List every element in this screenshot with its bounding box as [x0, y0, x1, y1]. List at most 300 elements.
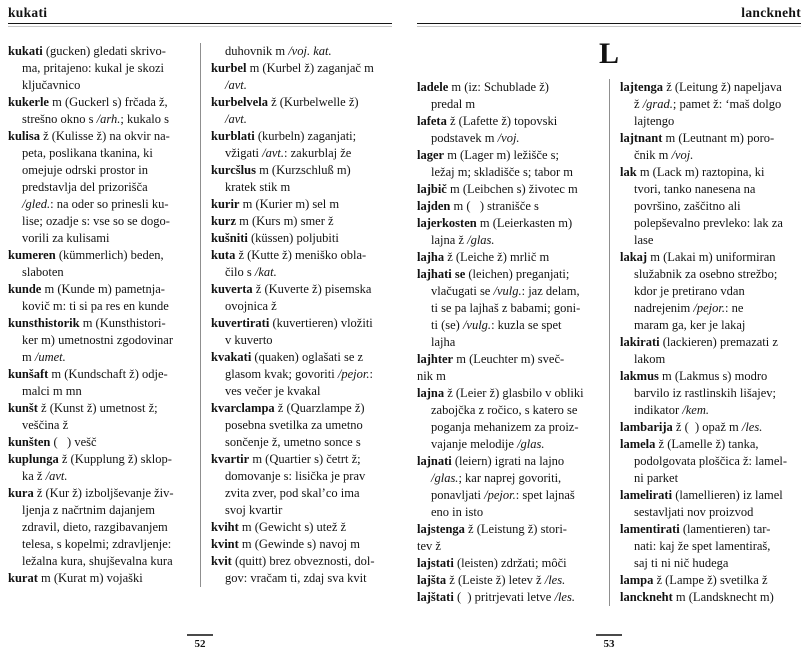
text-run: nik m — [417, 369, 446, 383]
entry-line — [8, 400, 189, 417]
entry-line — [8, 451, 189, 468]
text-run: ž (Quarzlampe ž) — [274, 401, 365, 415]
dictionary-entry — [417, 453, 598, 521]
text-run: vajanje melodije — [431, 437, 518, 451]
text-run: m (Quartier s) četrt ž; — [249, 452, 361, 466]
field-label: /glas. — [467, 233, 495, 247]
page-footer-right — [417, 634, 801, 651]
headword: lak — [620, 165, 637, 179]
text-run: ni parket — [634, 471, 679, 485]
dictionary-entry — [211, 400, 392, 451]
dictionary-entry — [620, 249, 801, 334]
entry-line — [620, 96, 801, 113]
entry-line — [620, 470, 801, 487]
entry-line — [417, 334, 598, 351]
page-53 — [417, 0, 801, 660]
headword: lajerkosten — [417, 216, 477, 230]
text-run: ka ž — [22, 469, 46, 483]
headword: kurbelvela — [211, 95, 268, 109]
text-run: zabojčka z ročico, s katero se — [431, 403, 578, 417]
entry-line — [620, 504, 801, 521]
text-run: m (Kurs m) smer ž — [236, 214, 334, 228]
entry-line — [620, 300, 801, 317]
entry-line — [8, 553, 189, 570]
entry-line — [211, 111, 392, 128]
dictionary-entry — [211, 315, 392, 349]
entry-line — [620, 232, 801, 249]
entry-line — [417, 317, 598, 334]
entry-line — [417, 79, 598, 96]
headword: kurat — [8, 571, 38, 585]
text-run: ti se pa lajhaš z babami; goni- — [431, 301, 581, 315]
text-run: m (Gewicht s) utež ž — [238, 520, 347, 534]
text-run: posebna svetilka za umetno — [225, 418, 363, 432]
text-run: m (Leuchter m) sveč- — [453, 352, 565, 366]
text-run: m (Lakmus s) modro — [658, 369, 768, 383]
text-run: (lamentieren) tar- — [679, 522, 771, 536]
dictionary-entry — [211, 60, 392, 94]
dictionary-entry — [620, 589, 801, 606]
text-run: ž (Kupplung ž) sklop- — [58, 452, 172, 466]
text-run: lakom — [634, 352, 666, 366]
text-run: m (Kurier m) sel m — [239, 197, 340, 211]
text-run: m (Leierkasten m) — [476, 216, 573, 230]
field-label: /avt. — [45, 469, 68, 483]
entry-line — [620, 589, 801, 606]
text-run: poganja mehanizem za proiz- — [431, 420, 579, 434]
headword: lajbič — [417, 182, 447, 196]
field-label: /glas. — [431, 471, 459, 485]
page-footer-left — [8, 634, 392, 651]
entry-line — [620, 266, 801, 283]
dictionary-entry — [8, 451, 189, 485]
text-run: (leiern) igrati na lajno — [451, 454, 565, 468]
running-head-left: kukati — [8, 5, 48, 20]
text-run: m (Kunde m) pametnja- — [41, 282, 165, 296]
text-run: tvori, tanko nanesena na — [634, 182, 756, 196]
headword: kumeren — [8, 248, 56, 262]
entry-line — [8, 111, 189, 128]
text-run: čnik m — [634, 148, 672, 162]
text-run: ž (Kunst ž) umetnost ž; — [37, 401, 158, 415]
field-label: /kem. — [682, 403, 709, 417]
headword: kunsthistorik — [8, 316, 80, 330]
entry-line — [211, 196, 392, 213]
entry-line — [620, 334, 801, 351]
field-label: /arh. — [96, 112, 121, 126]
text-run: ž (Lafette ž) topovski — [446, 114, 558, 128]
dictionary-entry — [8, 400, 189, 434]
entry-line — [417, 181, 598, 198]
text-run: m ( ) stranišče s — [450, 199, 539, 213]
headword: lajstati — [417, 556, 454, 570]
headword: kuvertirati — [211, 316, 270, 330]
headword: kvint — [211, 537, 239, 551]
text-run: m (Kundschaft ž) odje- — [48, 367, 168, 381]
dictionary-entry — [417, 215, 598, 249]
text-run: peta, poslikana tkanina, ki — [22, 146, 153, 160]
text-run: ; pamet ž: ‘maš dolgo — [672, 97, 782, 111]
text-run: lise; ozadje s: vse so se dogo- — [22, 214, 170, 228]
headword: kurblati — [211, 129, 255, 143]
text-run: podstavek m — [431, 131, 498, 145]
entry-line — [620, 130, 801, 147]
text-run: sončenje ž, umetno sonce s — [225, 435, 361, 449]
headword: kuta — [211, 248, 236, 262]
entry-line — [417, 113, 598, 130]
entry-line — [417, 130, 598, 147]
text-run: vžigati — [225, 146, 263, 160]
dictionary-entry — [620, 334, 801, 368]
column-1 — [8, 43, 189, 587]
field-label: /gled. — [22, 197, 51, 211]
text-run: m (Lager m) ležišče s; — [444, 148, 559, 162]
page-52 — [8, 0, 392, 660]
entry-line — [417, 453, 598, 470]
text-run: m (Guckerl s) frčada ž, — [48, 95, 168, 109]
entry-line — [620, 402, 801, 419]
entry-line — [620, 249, 801, 266]
headword: kvakati — [211, 350, 252, 364]
headword: kvartir — [211, 452, 250, 466]
text-run: ležaj m; skladišče s; tabor m — [431, 165, 573, 179]
text-run: ( ) vešč — [50, 435, 97, 449]
text-run: m (Kurzschluß m) — [255, 163, 351, 177]
text-run: služabnik za osebno strežbo; — [634, 267, 778, 281]
entry-line — [211, 43, 392, 60]
entry-line — [417, 504, 598, 521]
text-run: ž — [634, 97, 643, 111]
text-run: ž (Leiste ž) letev ž — [446, 573, 545, 587]
column-4 — [609, 79, 801, 606]
headword: lanckneht — [620, 590, 673, 604]
entry-line — [211, 281, 392, 298]
headword: lajhter — [417, 352, 454, 366]
headword: lamelirati — [620, 488, 673, 502]
entry-line — [211, 315, 392, 332]
entry-line — [8, 485, 189, 502]
entry-line — [417, 215, 598, 232]
entry-line — [211, 570, 392, 587]
dictionary-entry — [620, 368, 801, 419]
entry-line — [211, 536, 392, 553]
entry-line — [417, 232, 598, 249]
entry-line — [417, 198, 598, 215]
text-run: ž (Lamelle ž) tanka, — [655, 437, 759, 451]
entry-line — [417, 385, 598, 402]
entry-line — [211, 451, 392, 468]
footer-rule-right — [596, 634, 622, 636]
text-run: (kümmerlich) beden, — [55, 248, 164, 262]
entry-line — [620, 351, 801, 368]
dictionary-entry — [620, 521, 801, 572]
dictionary-entry — [211, 553, 392, 587]
dictionary-entry — [211, 247, 392, 281]
text-run: : jaz delam, — [521, 284, 580, 298]
dictionary-entry — [417, 572, 598, 589]
entry-line — [620, 419, 801, 436]
field-label: /les. — [554, 590, 575, 604]
text-run: omejuje odrski prostor in — [22, 163, 149, 177]
text-run: veščina ž — [22, 418, 69, 432]
entry-line — [620, 555, 801, 572]
text-run: glasom kvak; govoriti — [225, 367, 338, 381]
headword: lajstenga — [417, 522, 465, 536]
entry-line — [8, 570, 189, 587]
entry-line — [417, 487, 598, 504]
text-run: m (Kurat m) vojaški — [37, 571, 143, 585]
text-run: (leisten) zdržati; môči — [453, 556, 567, 570]
text-run: ključavnico — [22, 78, 81, 92]
entry-line — [417, 419, 598, 436]
text-run: strešno okno s — [22, 112, 97, 126]
dictionary-entry — [8, 434, 189, 451]
entry-line — [8, 230, 189, 247]
entry-line — [211, 247, 392, 264]
text-run: ves večer je kvakal — [225, 384, 321, 398]
headword: lakaj — [620, 250, 648, 264]
headword: kvarclampa — [211, 401, 275, 415]
headword: lajnati — [417, 454, 452, 468]
text-run: čilo s — [225, 265, 255, 279]
dictionary-entry — [8, 570, 189, 587]
text-run: ž (Leier ž) glasbilo v obliki — [444, 386, 584, 400]
entry-line — [417, 300, 598, 317]
entry-line — [211, 213, 392, 230]
dictionary-entry — [211, 43, 392, 60]
text-run: ; kar naprej govoriti, — [458, 471, 562, 485]
headword: kunde — [8, 282, 42, 296]
entry-line — [8, 468, 189, 485]
entry-line — [620, 572, 801, 589]
dictionary-entry — [620, 487, 801, 521]
text-run: (leichen) preganjati; — [465, 267, 570, 281]
dictionary-entry — [8, 94, 189, 128]
text-run: zvita zver, pod skal’co ima — [225, 486, 360, 500]
field-label: /les. — [741, 420, 763, 434]
dictionary-entry — [211, 196, 392, 213]
entry-line — [8, 213, 189, 230]
dictionary-entry — [211, 281, 392, 315]
entry-line — [417, 266, 598, 283]
text-run: (lamellieren) iz lamel — [672, 488, 783, 502]
entry-line — [417, 249, 598, 266]
dictionary-entry — [211, 536, 392, 553]
text-run: ponavljati — [431, 488, 485, 502]
entry-line — [620, 164, 801, 181]
headword: lajtenga — [620, 80, 664, 94]
headword: lamela — [620, 437, 656, 451]
entry-line — [211, 162, 392, 179]
section-letter-L: L — [598, 37, 619, 70]
entry-line — [417, 589, 598, 606]
entry-line — [620, 113, 801, 130]
text-run: (kurbeln) zaganjati; — [254, 129, 357, 143]
entry-line — [8, 536, 189, 553]
field-label: /voj. — [497, 131, 520, 145]
entry-line — [211, 485, 392, 502]
text-run: m (Leibchen s) životec m — [446, 182, 578, 196]
entry-line — [211, 366, 392, 383]
text-run: ležalna kura, shujševalna kura — [22, 554, 173, 568]
dictionary-entry — [417, 351, 598, 385]
entry-line — [620, 283, 801, 300]
headword: lakirati — [620, 335, 660, 349]
dictionary-entry — [8, 128, 189, 247]
headword: lajtnant — [620, 131, 663, 145]
dictionary-entry — [620, 164, 801, 249]
footer-rule-left — [187, 634, 213, 636]
headword: lager — [417, 148, 445, 162]
text-run: m (iz: Schublade ž) — [448, 80, 549, 94]
headword: lakmus — [620, 369, 659, 383]
text-run: telesa, s kopelmi; zdravljenje: — [22, 537, 172, 551]
dictionary-entry — [417, 249, 598, 266]
dictionary-entry — [417, 555, 598, 572]
running-head-right: lanckneht — [741, 5, 801, 20]
text-run: lase — [634, 233, 654, 247]
headword: kvit — [211, 554, 232, 568]
text-run: ovojnica ž — [225, 299, 277, 313]
dictionary-entry — [8, 247, 189, 281]
text-run: polepševalno prevleko: lak za — [634, 216, 783, 230]
entry-line — [8, 332, 189, 349]
headword: kukati — [8, 44, 43, 58]
field-label: /pejor. — [484, 488, 516, 502]
entry-line — [8, 315, 189, 332]
header-rule-right — [417, 23, 801, 27]
entry-line — [417, 164, 598, 181]
text-run: : spet lajnaš — [515, 488, 575, 502]
text-run: m (Kurbel ž) zaganjač m — [246, 61, 374, 75]
entry-line — [211, 349, 392, 366]
text-run: : ne — [724, 301, 744, 315]
field-label: /avt. — [225, 78, 247, 92]
text-run: vorili za kulisami — [22, 231, 110, 245]
entry-line — [620, 79, 801, 96]
headword: lajhati se — [417, 267, 466, 281]
entry-line — [620, 538, 801, 555]
entry-line — [211, 77, 392, 94]
entry-line — [8, 502, 189, 519]
dictionary-entry — [417, 266, 598, 351]
text-run: kratek stik m — [225, 180, 291, 194]
headword: lajden — [417, 199, 451, 213]
dictionary-entry — [8, 315, 189, 366]
text-run: m — [22, 350, 35, 364]
entry-line — [8, 43, 189, 60]
headword: lamentirati — [620, 522, 680, 536]
entry-line — [8, 60, 189, 77]
text-run: slaboten — [22, 265, 64, 279]
field-label: /pejor. — [693, 301, 725, 315]
text-run: v kuverto — [225, 333, 273, 347]
entry-line — [8, 349, 189, 366]
text-run: saj ti ni nič hudega — [634, 556, 729, 570]
entry-line — [211, 94, 392, 111]
entry-line — [211, 400, 392, 417]
field-label: /vulg. — [493, 284, 522, 298]
entry-line — [417, 402, 598, 419]
headword: kura — [8, 486, 34, 500]
text-run: malci m mn — [22, 384, 82, 398]
entry-line — [211, 434, 392, 451]
text-run: : — [369, 367, 373, 381]
page-number-right: 53 — [603, 638, 615, 650]
headword: lajštati — [417, 590, 454, 604]
entry-line — [8, 247, 189, 264]
entry-line — [8, 298, 189, 315]
headword: kviht — [211, 520, 239, 534]
dictionary-entry — [417, 385, 598, 453]
dictionary-entry — [417, 589, 598, 606]
entry-line — [211, 60, 392, 77]
headword: kurbel — [211, 61, 247, 75]
text-run: ( ) pritrjevati letve — [453, 590, 555, 604]
dictionary-entry — [620, 572, 801, 589]
text-run: m (Gewinde s) navoj m — [238, 537, 360, 551]
dictionary-entry — [8, 366, 189, 400]
text-run: maram ga, ker je lakaj — [634, 318, 746, 332]
headword: lajha — [417, 250, 445, 264]
entry-line — [620, 147, 801, 164]
text-run: lajna ž — [431, 233, 468, 247]
entry-line — [8, 196, 189, 213]
text-run: ž (Leitung ž) napeljava — [663, 80, 782, 94]
text-run: zdravil, dieto, razgibavanjem — [22, 520, 168, 534]
dictionary-entry — [211, 349, 392, 400]
headword: kurcšlus — [211, 163, 256, 177]
headword: lajna — [417, 386, 445, 400]
entry-line — [8, 434, 189, 451]
column-2 — [200, 43, 392, 587]
text-run: nati: kaj že spet lamentiraš, — [634, 539, 771, 553]
dictionary-entry — [417, 113, 598, 147]
entry-line — [417, 351, 598, 368]
headword: kuplunga — [8, 452, 59, 466]
text-run: ž (Lampe ž) svetilka ž — [653, 573, 768, 587]
text-run: ljenja z načrtnim dajanjem — [22, 503, 155, 517]
text-run: (quaken) oglašati se z — [251, 350, 364, 364]
dictionary-entry — [417, 147, 598, 181]
entry-line — [211, 298, 392, 315]
dictionary-entry — [211, 451, 392, 519]
text-run: ž (Kuverte ž) pisemska — [252, 282, 372, 296]
text-run: ž (Kulisse ž) na okvir na- — [39, 129, 170, 143]
entry-line — [620, 436, 801, 453]
text-run: barvilo iz rastlinskih lišajev; — [634, 386, 776, 400]
entry-line — [211, 332, 392, 349]
text-run: vlačugati se — [431, 284, 494, 298]
field-label: /vulg. — [462, 318, 492, 332]
dictionary-entry — [211, 230, 392, 247]
entry-line — [417, 521, 598, 538]
text-run: tev ž — [417, 539, 441, 553]
text-run: gov: vračam ti, zdaj sva kvit — [225, 571, 367, 585]
headword: lafeta — [417, 114, 447, 128]
entry-line — [211, 519, 392, 536]
entry-line — [417, 147, 598, 164]
dictionary-entry — [620, 79, 801, 130]
field-label: /voj. — [671, 148, 694, 162]
field-label: /avt. — [225, 112, 247, 126]
field-label: /glas. — [517, 437, 545, 451]
entry-line — [417, 538, 598, 555]
text-run: (quitt) brez obveznosti, dol- — [231, 554, 375, 568]
headword: lambarija — [620, 420, 673, 434]
entry-line — [620, 453, 801, 470]
headword: kukerle — [8, 95, 49, 109]
